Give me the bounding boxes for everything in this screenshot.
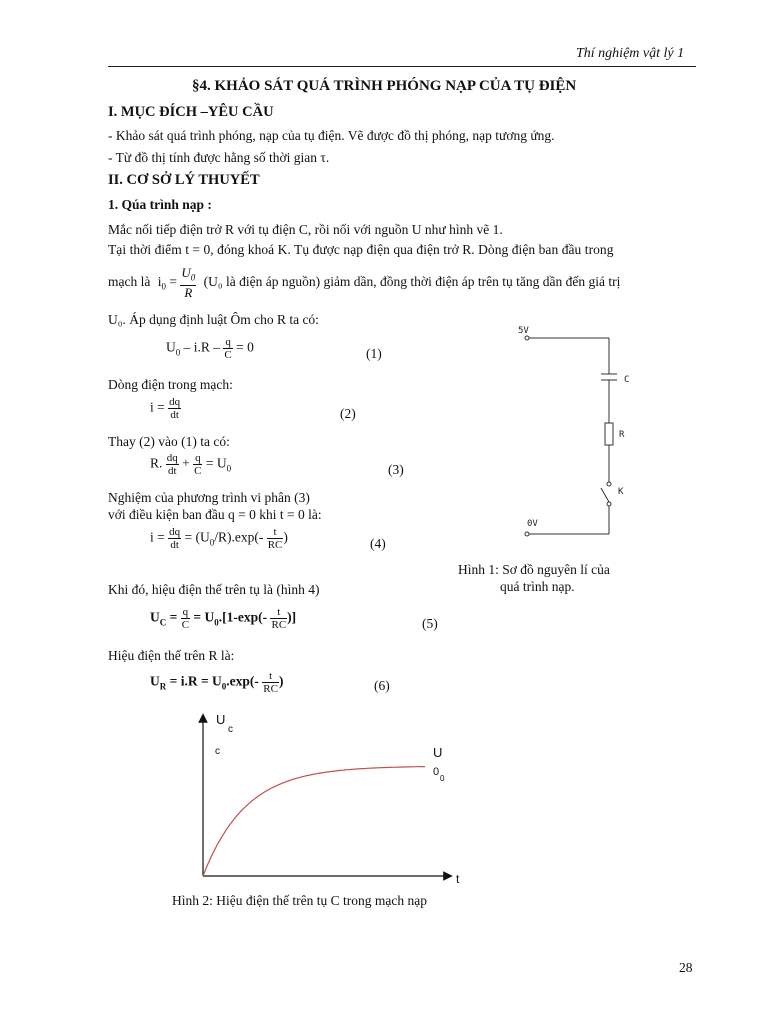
label-c: C	[624, 375, 630, 385]
section-heading: I. MỤC ĐÍCH –YÊU CẦU	[108, 104, 274, 120]
switch-contact-top	[607, 482, 611, 486]
paragraph-with-formula	[108, 266, 620, 300]
charging-curve	[203, 767, 425, 876]
u0-label: U	[433, 745, 443, 760]
terminal-5v	[525, 336, 529, 340]
subsection-heading: 1. Qúa trình nạp :	[108, 197, 212, 212]
equation-number: (5)	[422, 616, 438, 631]
equation-2: i = $\frac{dq}{dt}$	[150, 396, 181, 421]
page-number: 28	[679, 960, 693, 975]
y-axis-label: U	[216, 712, 226, 727]
paragraph: Mắc nối tiếp điện trở R với tụ điện C, rồi nối với nguồn U như hình vẽ 1.	[108, 222, 503, 237]
equation-number: (2)	[340, 406, 356, 421]
paragraph-text: (U₀ là điện áp nguồn) giảm dần, đồng thời điện áp trên tụ tăng dần đến giá trị	[203, 273, 621, 289]
paragraph: U₀. Áp dụng định luật Ôm cho R ta có:	[108, 312, 319, 327]
equation-number: (4)	[370, 536, 386, 551]
paragraph: Hiệu điện thế trên R là:	[108, 648, 235, 663]
section-heading: II. CƠ SỞ LÝ THUYẾT	[108, 172, 260, 188]
u0-subscript-top: 0	[433, 766, 440, 778]
y-axis-subscript: c	[228, 724, 233, 735]
equation-number: (1)	[366, 346, 382, 361]
label-r: R	[619, 430, 625, 440]
page-title: §4. KHẢO SÁT QUÁ TRÌNH PHÓNG NẠP CỦA TỤ ĐIỆN	[192, 78, 577, 94]
paragraph: Thay (2) vào (1) ta có:	[108, 434, 230, 449]
equation-3: R. $\frac{dq}{dt}$ + $\frac{q}{C}$ = $U_0$	[150, 452, 232, 477]
equation-number: (6)	[374, 678, 390, 693]
header-rule	[108, 66, 696, 67]
switch-lever	[601, 488, 609, 502]
paragraph: Tại thời điểm t = 0, đóng khoá K. Tụ được nạp điện qua điện trở R. Dòng điện ban đầu trong	[108, 242, 614, 257]
label-0v: 0V	[527, 519, 538, 529]
t-axis-label: t	[456, 872, 460, 886]
paragraph: với điều kiện ban đầu q = 0 khi t = 0 là:	[108, 507, 322, 522]
paragraph: Nghiệm của phương trình vi phân (3)	[108, 490, 310, 505]
paragraph: Dòng điện trong mạch:	[108, 377, 233, 392]
resistor-symbol	[605, 423, 613, 445]
paragraph: Khi đó, hiệu điện thế trên tụ là (hình 4)	[108, 582, 320, 597]
paragraph-text: mạch là	[108, 273, 151, 289]
equation-number: (3)	[388, 462, 404, 477]
equation-4: i = $\frac{dq}{dt}$ = $(U_0/R).\exp(-$ $\frac{t}{RC}$ )	[150, 526, 288, 551]
figure-caption: Hình 1: Sơ đồ nguyên lí của	[458, 562, 610, 577]
equation-6: $U_R = i.R = U_0.\exp(-$ $\frac{t}{RC}$ )	[150, 670, 284, 695]
figure-caption: quá trình nạp.	[500, 579, 575, 594]
equation-1: $U_0 - i.R$ – $\frac{q}{C}$ = 0	[166, 336, 254, 361]
switch-contact-bottom	[607, 502, 611, 506]
equation-5: $U_C$ = $\frac{q}{C}$ = $U_0.[1-\exp(-$ $\frac{t}{RC}$ )]	[150, 606, 297, 631]
label-5v: 5V	[518, 326, 529, 336]
u0-subscript-bottom: 0	[440, 774, 445, 783]
running-header: Thí nghiệm vật lý 1	[576, 46, 685, 61]
paragraph: - Khảo sát quá trình phóng, nạp của tụ điện. Vẽ được đồ thị phóng, nạp tương ứng.	[108, 128, 555, 143]
formula-i0: $i_0$ = $\frac{U_0}{R}$	[157, 265, 196, 300]
figure-caption: Hình 2: Hiệu điện thế trên tụ C trong mạch nạp	[172, 893, 427, 908]
paragraph: - Từ đồ thị tính được hằng số thời gian τ.	[108, 150, 330, 165]
c-mark: c	[215, 746, 220, 757]
label-k: K	[618, 487, 624, 497]
terminal-0v	[525, 532, 529, 536]
